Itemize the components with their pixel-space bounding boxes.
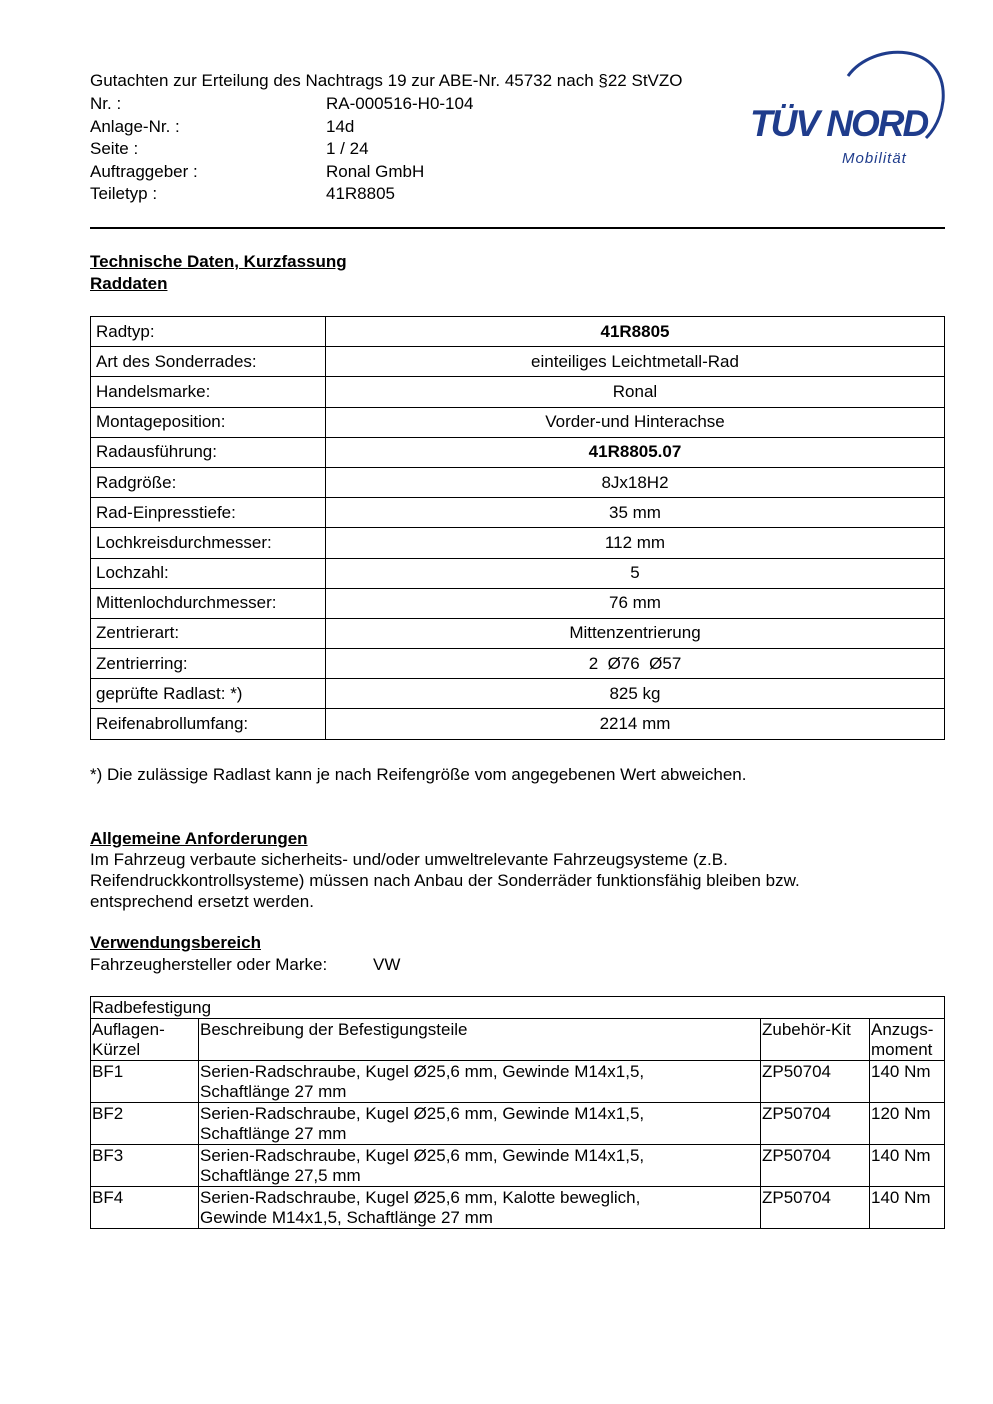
header-value-auftraggeber: Ronal GmbH	[326, 162, 425, 181]
row-torque: 140 Nm	[870, 1061, 945, 1103]
radlast-footnote: *) Die zulässige Radlast kann je nach Reifengröße vom angegebenen Wert abweichen.	[90, 765, 747, 784]
header-label-auftraggeber: Auftraggeber :	[90, 162, 198, 181]
row-value: 8Jx18H2	[326, 467, 945, 497]
row-description: Serien-Radschraube, Kugel Ø25,6 mm, Gewinde M14x1,5, Schaftlänge 27 mm	[199, 1103, 761, 1145]
header-kit: Zubehör-Kit	[761, 1019, 870, 1061]
general-line-2: Reifendruckkontrollsysteme) müssen nach Anbau der Sonderräder funktionsfähig bleiben bzw.	[90, 871, 800, 890]
wheel-data-table	[90, 316, 945, 740]
row-description: Serien-Radschraube, Kugel Ø25,6 mm, Gewinde M14x1,5, Schaftlänge 27 mm	[199, 1061, 761, 1103]
section-heading-raddaten: Raddaten	[90, 274, 168, 293]
manufacturer-value: VW	[373, 955, 401, 974]
header-value-seite: 1 / 24	[326, 139, 369, 158]
tuv-nord-logo	[748, 46, 948, 171]
section-heading-technical: Technische Daten, Kurzfassung	[90, 252, 347, 271]
row-torque: 140 Nm	[870, 1187, 945, 1229]
table-row	[91, 528, 945, 558]
row-label: Lochkreisdurchmesser:	[91, 528, 326, 558]
table-row	[91, 679, 945, 709]
row-kit: ZP50704	[761, 1145, 870, 1187]
table-row	[91, 467, 945, 497]
section-heading-usage: Verwendungsbereich	[90, 933, 261, 952]
wheel-fixing-table	[90, 996, 945, 1229]
row-label: Radtyp:	[91, 317, 326, 347]
header-value-teiletyp: 41R8805	[326, 184, 396, 203]
table-row	[91, 437, 945, 467]
row-label: Radgröße:	[91, 467, 326, 497]
table-row	[91, 649, 945, 679]
row-code: BF2	[91, 1103, 199, 1145]
row-label: Radausführung:	[91, 437, 326, 467]
table-row	[91, 1061, 945, 1103]
logo-tagline: Mobilität	[842, 150, 907, 167]
report-title: Gutachten zur Erteilung des Nachtrags 19 zur ABE-Nr. 45732 nach §22 StVZO	[90, 71, 683, 90]
general-line-3: entsprechend ersetzt werden.	[90, 892, 314, 911]
row-label: Zentrierart:	[91, 618, 326, 648]
row-description: Serien-Radschraube, Kugel Ø25,6 mm, Kalotte beweglich, Gewinde M14x1,5, Schaftlänge 27 mm	[199, 1187, 761, 1229]
table-row	[91, 407, 945, 437]
row-label: Lochzahl:	[91, 558, 326, 588]
header-label-teiletyp: Teiletyp :	[90, 184, 158, 203]
general-line-1: Im Fahrzeug verbaute sicherheits- und/oder umweltrelevante Fahrzeugsysteme (z.B.	[90, 850, 728, 869]
table-row	[91, 558, 945, 588]
row-value: Vorder-und Hinterachse	[326, 407, 945, 437]
header-label-nr: Nr. :	[90, 94, 122, 113]
row-value: 2214 mm	[326, 709, 945, 739]
row-label: Zentrierring:	[91, 649, 326, 679]
table-row	[91, 317, 945, 347]
header-description: Beschreibung der Befestigungsteile	[199, 1019, 761, 1061]
row-value: einteiliges Leichtmetall-Rad	[326, 347, 945, 377]
table-row	[91, 1145, 945, 1187]
row-value: 35 mm	[326, 498, 945, 528]
table-row	[91, 377, 945, 407]
row-label: Reifenabrollumfang:	[91, 709, 326, 739]
row-kit: ZP50704	[761, 1103, 870, 1145]
row-value: 41R8805	[326, 317, 945, 347]
row-value: 2 Ø76 Ø57	[326, 649, 945, 679]
header-value-nr: RA-000516-H0-104	[326, 94, 474, 113]
row-kit: ZP50704	[761, 1061, 870, 1103]
table-row	[91, 1103, 945, 1145]
logo-arc-icon	[748, 46, 948, 171]
row-torque: 120 Nm	[870, 1103, 945, 1145]
table-row	[91, 618, 945, 648]
row-label: Montageposition:	[91, 407, 326, 437]
section-heading-general: Allgemeine Anforderungen	[90, 829, 308, 848]
row-label: Handelsmarke:	[91, 377, 326, 407]
row-description: Serien-Radschraube, Kugel Ø25,6 mm, Gewinde M14x1,5, Schaftlänge 27,5 mm	[199, 1145, 761, 1187]
row-value: Ronal	[326, 377, 945, 407]
row-torque: 140 Nm	[870, 1145, 945, 1187]
row-value: Mittenzentrierung	[326, 618, 945, 648]
row-code: BF3	[91, 1145, 199, 1187]
row-label: geprüfte Radlast: *)	[91, 679, 326, 709]
row-value: 5	[326, 558, 945, 588]
logo-brand: TÜV NORD	[750, 103, 928, 144]
row-code: BF1	[91, 1061, 199, 1103]
header-value-anlage: 14d	[326, 117, 355, 136]
row-value: 41R8805.07	[326, 437, 945, 467]
table-header-row	[91, 1019, 945, 1061]
row-value: 825 kg	[326, 679, 945, 709]
row-value: 76 mm	[326, 588, 945, 618]
table-title-row	[91, 997, 945, 1019]
header-code: Auflagen- Kürzel	[91, 1019, 199, 1061]
table-row	[91, 347, 945, 377]
row-value: 112 mm	[326, 528, 945, 558]
row-kit: ZP50704	[761, 1187, 870, 1229]
table-row	[91, 709, 945, 739]
row-code: BF4	[91, 1187, 199, 1229]
table-row	[91, 1187, 945, 1229]
table-title: Radbefestigung	[91, 997, 945, 1019]
manufacturer-label: Fahrzeughersteller oder Marke:	[90, 955, 328, 974]
header-torque: Anzugs- moment	[870, 1019, 945, 1061]
table-row	[91, 498, 945, 528]
header-divider	[90, 227, 945, 229]
row-label: Art des Sonderrades:	[91, 347, 326, 377]
row-label: Mittenlochdurchmesser:	[91, 588, 326, 618]
header-label-anlage: Anlage-Nr. :	[90, 117, 180, 136]
header-label-seite: Seite :	[90, 139, 139, 158]
row-label: Rad-Einpresstiefe:	[91, 498, 326, 528]
table-row	[91, 588, 945, 618]
